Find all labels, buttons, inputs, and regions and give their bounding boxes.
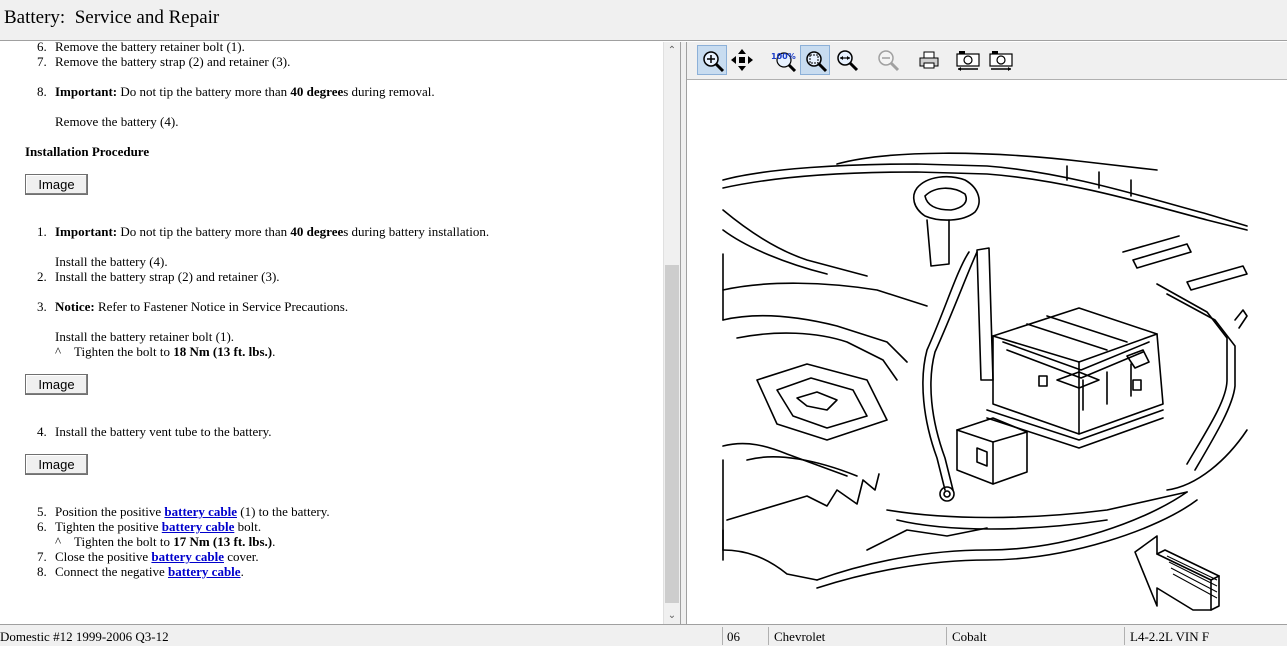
step-text-part: s during removal. [343,84,435,99]
zoom-out-icon [876,48,900,72]
pane-splitter[interactable] [680,42,687,624]
pan-button[interactable] [727,45,757,75]
step-number: 2. [37,269,47,284]
copy-image-button[interactable] [952,45,982,75]
zoom-in-icon [701,49,725,73]
torque-caret: ^ [55,344,62,359]
torque-value: 18 Nm (13 ft. lbs.) [173,344,273,359]
step-text-part: Position the positive [55,504,165,519]
step-text [55,504,330,519]
notice-label: Notice: [55,299,95,314]
step-text [55,564,244,579]
step-text-part: cover. [223,549,259,564]
torque-value: 17 Nm (13 ft. lbs.) [173,534,273,549]
step-text [55,224,489,239]
step-text: Install the battery vent tube to the battery. [55,424,272,439]
zoom-100-icon [771,48,797,72]
torque-end: . [272,534,276,549]
battery-cable-link[interactable]: battery cable [168,564,241,579]
zoom-fit-button[interactable] [800,45,830,75]
substep-text: Install the battery retainer bolt (1). [55,329,235,344]
status-divider [1124,627,1125,645]
zoom-100-text: 100% [771,52,796,61]
status-model: Cobalt [952,629,987,644]
step-text-part: Tighten the positive [55,519,162,534]
step-text [55,519,261,534]
scrollbar-thumb[interactable] [665,265,679,603]
zoom-width-button[interactable] [832,45,862,75]
step-number: 3. [37,299,47,314]
battery-installation-illustration [687,80,1287,624]
battery-cable-link[interactable]: battery cable [161,519,235,534]
torque-spec [74,344,275,359]
zoom-100-button[interactable] [768,45,798,75]
step-text-part: (1) to the battery. [236,504,330,519]
step-text-part: s during battery installation. [343,224,490,239]
image-button[interactable]: Image [25,454,88,475]
zoom-fit-icon [804,49,828,73]
torque-caret: ^ [55,534,62,549]
step-text-part: Do not tip the battery more than [117,84,291,99]
step-text: Remove the battery strap (2) and retainer (3). [55,54,291,69]
step-text-bold: 40 degree [290,224,344,239]
title-bar [0,0,1287,41]
battery-cable-link[interactable]: battery cable [164,504,237,519]
status-make: Chevrolet [774,629,826,644]
status-divider [768,627,769,645]
step-number: 6. [37,519,47,534]
important-label: Important: [55,224,118,239]
substep-text: Install the battery (4). [55,254,168,269]
step-text-part: Do not tip the battery more than [117,224,291,239]
image-button[interactable]: Image [25,374,88,395]
zoom-out-button[interactable] [873,45,903,75]
step-number: 5. [37,504,47,519]
zoom-width-icon [835,48,859,72]
substep-text: Remove the battery (4). [55,114,179,129]
status-bar [0,624,1287,646]
export-image-icon [988,48,1014,72]
step-text-part: Close the positive [55,549,152,564]
step-number: 6. [37,42,47,54]
step-number: 4. [37,424,47,439]
step-text [55,549,259,564]
step-text: Install the battery strap (2) and retainer (3). [55,269,280,284]
procedure-text-pane [0,42,663,624]
scroll-down-icon[interactable]: ⌄ [667,610,677,621]
image-toolbar [687,42,1287,80]
step-number: 8. [37,84,47,99]
status-engine: L4-2.2L VIN F [1130,629,1210,644]
step-text [55,84,435,99]
status-divider [722,627,723,645]
step-number: 1. [37,224,47,239]
step-text-part: Refer to Fastener Notice in Service Precautions. [94,299,349,314]
step-text [55,299,348,314]
image-button[interactable]: Image [25,174,88,195]
status-year: 06 [727,629,740,644]
torque-end: . [272,344,276,359]
installation-heading: Installation Procedure [25,144,150,159]
pan-icon [730,48,754,72]
status-source: Domestic #12 1999-2006 Q3-12 [0,629,169,644]
step-number: 8. [37,564,47,579]
step-text-part: . [240,564,244,579]
zoom-in-button[interactable] [697,45,727,75]
copy-image-icon [955,48,981,72]
export-image-button[interactable] [985,45,1015,75]
torque-text: Tighten the bolt to [74,534,174,549]
vertical-scrollbar[interactable] [663,42,680,624]
step-text: Remove the battery retainer bolt (1). [55,42,245,54]
step-text-part: bolt. [234,519,262,534]
illustration-pane [687,42,1287,624]
step-number: 7. [37,54,47,69]
print-button[interactable] [914,45,944,75]
step-number: 7. [37,549,47,564]
window-title: Battery: Service and Repair [4,7,220,28]
torque-spec [74,534,275,549]
torque-text: Tighten the bolt to [74,344,174,359]
scroll-up-icon[interactable]: ⌃ [667,45,677,56]
step-text-bold: 40 degree [290,84,344,99]
battery-cable-link[interactable]: battery cable [151,549,224,564]
status-divider [946,627,947,645]
important-label: Important: [55,84,118,99]
step-text-part: Connect the negative [55,564,168,579]
print-icon [917,48,941,72]
